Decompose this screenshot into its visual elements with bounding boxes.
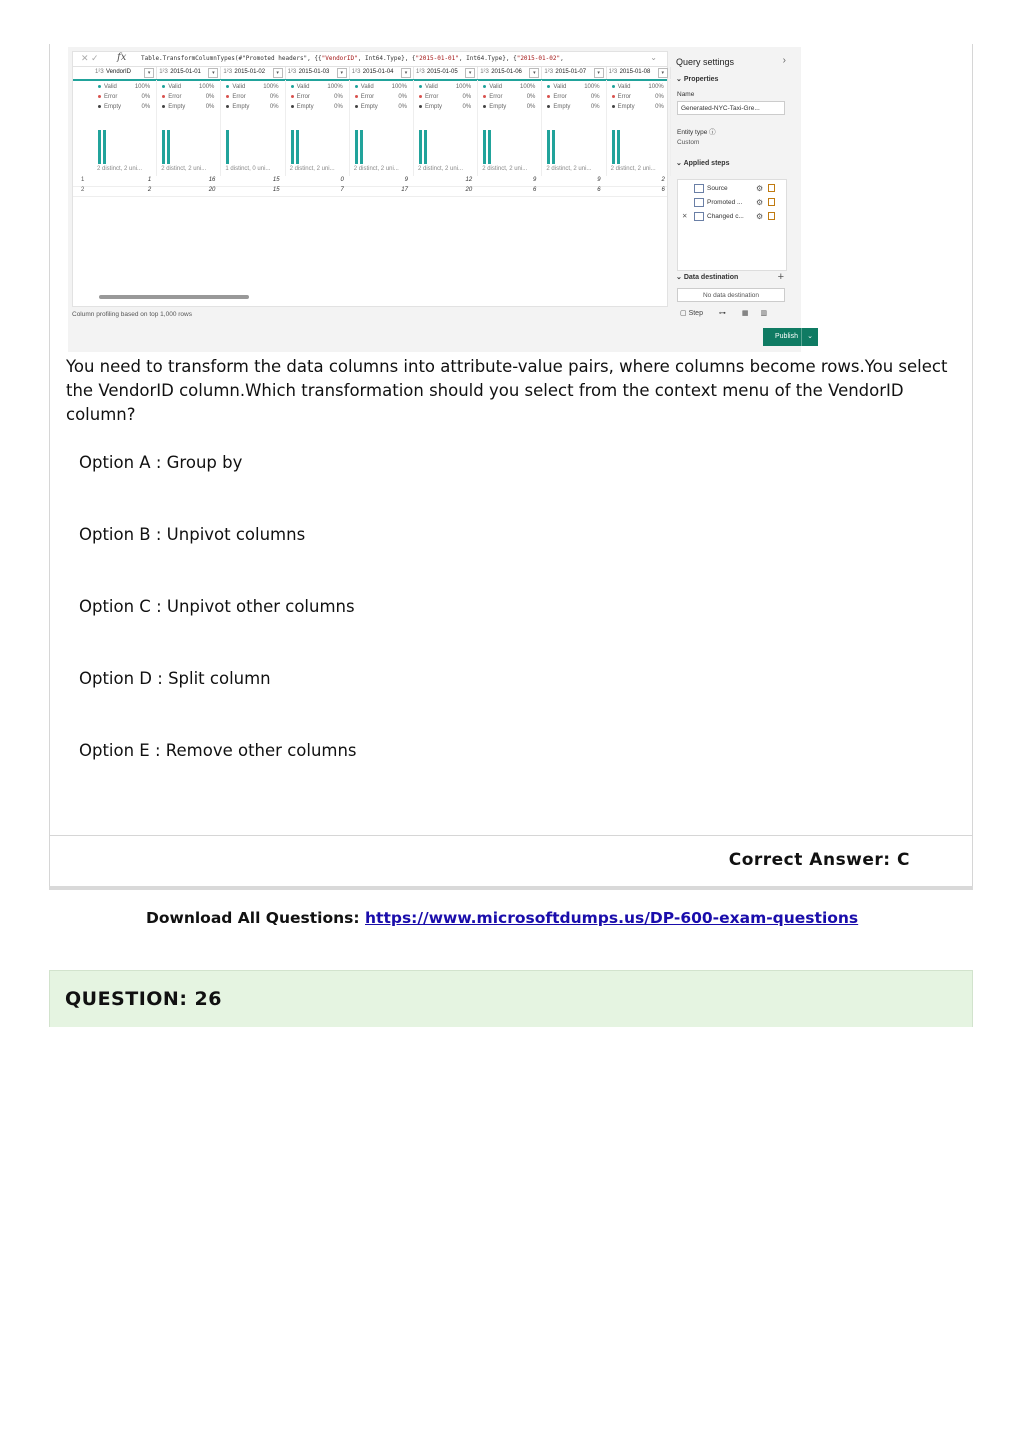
distribution-bar (483, 130, 486, 164)
column-name: VendorID (106, 69, 132, 75)
profile-value: 100% (520, 84, 536, 90)
profile-value: 100% (134, 84, 151, 90)
table-cell[interactable]: 0 (340, 177, 344, 183)
warning-icon (768, 198, 775, 206)
dropdown-icon[interactable]: ▾ (273, 68, 283, 78)
table-cell[interactable]: 2 (147, 187, 152, 193)
profile-label: Error (547, 94, 566, 100)
distribution-bar (103, 130, 106, 164)
profile-label: Empty (98, 104, 121, 110)
applied-steps-list (677, 179, 787, 271)
table-cell[interactable]: 7 (340, 187, 344, 193)
column-profile (542, 80, 606, 176)
chevron-down-icon[interactable]: ⌄ (801, 328, 818, 346)
gear-icon[interactable]: ⚙ (756, 184, 764, 193)
download-label: Download All Questions: (146, 909, 360, 927)
column-header[interactable] (607, 67, 671, 79)
column-profile (221, 80, 285, 176)
gear-icon[interactable]: ⚙ (756, 198, 764, 207)
distinct-count: 2 distinct, 2 uni... (610, 166, 656, 172)
column-header[interactable] (542, 67, 606, 79)
column-header[interactable] (478, 67, 542, 79)
type-icon[interactable]: 1²3 (608, 69, 618, 75)
data-grid-pane (72, 51, 668, 307)
distinct-count: 2 distinct, 2 uni... (482, 166, 528, 172)
profile-value: 0% (398, 104, 407, 110)
table-cell[interactable]: 9 (404, 177, 408, 183)
column-profile (478, 80, 542, 176)
column-name: 2015-01-07 (555, 69, 587, 75)
profile-value: 100% (327, 84, 343, 90)
profile-label: Valid (547, 84, 566, 90)
option-b: Option B : Unpivot columns (79, 525, 306, 544)
profile-label: Error (483, 94, 502, 100)
profile-value: 0% (462, 104, 472, 110)
question-card (49, 44, 973, 889)
distribution-bar (424, 130, 427, 164)
step-changed[interactable]: ✕ Changed c... ⚙ (694, 212, 744, 221)
distinct-count: 2 distinct, 2 uni... (546, 166, 592, 172)
dropdown-icon[interactable]: ▾ (465, 68, 475, 78)
dropdown-icon[interactable]: ▾ (337, 68, 347, 78)
profile-value: 0% (526, 104, 536, 110)
distinct-count: 2 distinct, 2 uni... (353, 166, 399, 172)
table-cell[interactable]: 15 (272, 187, 280, 193)
distinct-count: 2 distinct, 2 uni... (289, 166, 335, 172)
no-destination-box[interactable]: No data destination (677, 288, 785, 302)
distribution-bar (552, 130, 555, 164)
column-name: 2015-01-06 (491, 69, 522, 75)
profile-value: 0% (334, 94, 343, 100)
column-header[interactable] (414, 67, 478, 79)
diagram-view-icon[interactable]: ⊶ (718, 310, 726, 317)
chevron-down-icon: ⌄ (650, 53, 657, 62)
profile-label: Empty (612, 104, 635, 110)
column-header[interactable] (221, 67, 285, 79)
query-settings-pane (672, 51, 794, 305)
profile-label: Valid (226, 84, 245, 90)
formula-bar (73, 52, 667, 67)
dropdown-icon[interactable]: ▾ (144, 68, 154, 78)
distribution-bar (612, 130, 615, 164)
fx-icon: fx (117, 52, 127, 63)
table-cell[interactable]: 9 (597, 177, 601, 183)
column-header[interactable] (286, 67, 350, 79)
type-icon[interactable]: 1²3 (544, 69, 554, 75)
table-cell[interactable]: 2 (661, 177, 665, 183)
add-icon[interactable]: + (777, 271, 784, 283)
profile-label: Error (355, 94, 374, 100)
table-cell[interactable]: 6 (661, 187, 665, 193)
column-name: 2015-01-05 (427, 69, 458, 75)
type-icon[interactable]: 1²3 (416, 69, 425, 75)
option-e: Option E : Remove other columns (79, 741, 357, 760)
profile-label: Empty (355, 104, 378, 110)
card-shadow (49, 886, 973, 890)
answer-divider (50, 835, 972, 836)
profile-label: Empty (483, 104, 506, 110)
profile-label: Error (226, 94, 245, 100)
profile-value: 100% (584, 84, 600, 90)
power-query-screenshot (68, 47, 813, 352)
correct-answer: Correct Answer: C (728, 850, 910, 870)
column-header[interactable] (93, 67, 157, 79)
profile-label: Valid (355, 84, 374, 90)
distribution-bar (488, 130, 491, 164)
profile-label: Empty (547, 104, 570, 110)
profile-value: 0% (590, 104, 600, 110)
profile-label: Error (98, 94, 117, 100)
column-profile (93, 80, 157, 176)
schema-view-icon[interactable]: ▥ (760, 310, 768, 317)
profile-value: 0% (398, 94, 407, 100)
next-question-header (49, 970, 973, 1027)
profile-value: 100% (199, 84, 215, 90)
column-profile (414, 80, 478, 176)
data-destination-heading: ⌄ Data destination (676, 274, 739, 281)
column-profile (157, 80, 221, 176)
profile-label: Valid (162, 84, 181, 90)
distinct-count: 2 distinct, 2 uni... (418, 166, 464, 172)
column-name: 2015-01-02 (234, 69, 266, 75)
step-source[interactable]: Source ⚙ (694, 184, 728, 193)
table-row[interactable] (73, 186, 667, 197)
profile-label: Valid (483, 84, 502, 90)
source-icon (694, 184, 704, 193)
distinct-count: 2 distinct, 2 uni... (161, 166, 207, 172)
delete-step-icon[interactable]: ✕ (682, 213, 688, 220)
dropdown-icon[interactable]: ▾ (658, 68, 668, 78)
distribution-bar (360, 130, 363, 164)
question-number: QUESTION: 26 (65, 988, 222, 1010)
applied-steps-heading: ⌄ Applied steps (676, 160, 730, 167)
option-c: Option C : Unpivot other columns (79, 597, 355, 616)
table-view-icon[interactable]: ▦ (741, 310, 749, 317)
column-profile (607, 80, 671, 176)
dropdown-icon[interactable]: ▾ (401, 68, 411, 78)
column-header[interactable] (350, 67, 414, 79)
name-label: Name (677, 91, 695, 98)
distribution-bar (162, 130, 165, 164)
dropdown-icon[interactable]: ▾ (529, 68, 539, 78)
chevron-right-icon[interactable]: › (782, 55, 786, 66)
profile-label: Empty (291, 104, 314, 110)
profile-label: Error (419, 94, 438, 100)
column-name: 2015-01-04 (362, 69, 394, 75)
distribution-bar (291, 130, 294, 164)
column-header[interactable] (157, 67, 221, 79)
distribution-bar (98, 130, 101, 164)
profile-value: 0% (141, 94, 151, 100)
column-name: 2015-01-08 (619, 69, 651, 75)
query-settings-title: Query settings (676, 57, 735, 67)
warning-icon (768, 212, 775, 220)
table-cell[interactable]: 17 (401, 187, 408, 193)
table-cell[interactable]: 1 (147, 177, 152, 183)
table-cell[interactable]: 9 (533, 177, 537, 183)
distinct-count: 2 distinct, 2 uni... (97, 166, 143, 172)
profile-value: 0% (590, 94, 600, 100)
profile-label: Valid (98, 84, 117, 90)
column-headers (73, 67, 667, 81)
type-icon[interactable]: 1²3 (159, 69, 168, 75)
name-field[interactable]: Generated-NYC-Taxi-Gre... (677, 101, 785, 115)
dropdown-icon[interactable]: ▾ (594, 68, 604, 78)
distribution-bar (355, 130, 358, 164)
profile-label: Valid (291, 84, 310, 90)
table-cell[interactable]: 12 (465, 177, 473, 183)
profile-value: 100% (648, 84, 664, 90)
step-button[interactable]: ▢ Step (680, 310, 703, 317)
table-cell[interactable]: 20 (465, 187, 473, 193)
table-cell[interactable]: 6 (533, 187, 537, 193)
profiling-footer: Column profiling based on top 1,000 rows (72, 311, 192, 318)
profile-value: 0% (655, 104, 664, 110)
type-icon[interactable]: 1²3 (95, 69, 104, 75)
properties-heading: ⌄ Properties (676, 76, 719, 83)
distribution-bar (419, 130, 422, 164)
profile-label: Empty (162, 104, 185, 110)
distribution-bar (547, 130, 550, 164)
type-icon[interactable]: 1²3 (287, 69, 297, 75)
table-cell[interactable]: 16 (208, 177, 216, 183)
type-icon[interactable]: 1²3 (223, 69, 233, 75)
table-cell[interactable]: 15 (272, 177, 280, 183)
profile-label: Valid (419, 84, 438, 90)
distribution-bar (296, 130, 299, 164)
row-number: 2 (81, 187, 85, 193)
profile-value: 0% (205, 104, 215, 110)
publish-button[interactable]: Publish ⌄ (763, 328, 818, 346)
download-line (146, 909, 858, 927)
profile-value: 0% (462, 94, 472, 100)
profile-value: 0% (655, 94, 664, 100)
profile-label: Empty (419, 104, 442, 110)
column-profile (286, 80, 350, 176)
profile-label: Error (291, 94, 310, 100)
distinct-count: 1 distinct, 0 uni... (225, 166, 271, 172)
entity-type-label: Entity type ⓘ (677, 129, 716, 136)
profile-label: Valid (612, 84, 631, 90)
type-icon[interactable]: 1²3 (351, 69, 361, 75)
entity-type-value: Custom (677, 139, 700, 146)
option-a: Option A : Group by (79, 453, 243, 472)
table-icon (694, 198, 704, 207)
profile-value: 100% (455, 84, 472, 90)
profile-label: Error (612, 94, 631, 100)
profile-value: 0% (269, 104, 279, 110)
question-text: You need to transform the data columns into attribute-value pairs, where columns become rows.You select the VendorID column.Which transformation should you select from the context menu of the VendorID column? (66, 357, 948, 424)
distribution-bar (226, 130, 229, 164)
table-cell[interactable]: 6 (597, 187, 601, 193)
bottom-toolbar (680, 309, 767, 317)
cancel-confirm-icons: ✕ ✓ (81, 53, 99, 63)
gear-icon[interactable]: ⚙ (756, 212, 764, 221)
row-number: 1 (81, 177, 85, 183)
profile-label: Empty (226, 104, 249, 110)
profile-value: 0% (526, 94, 536, 100)
formula-text: Table.TransformColumnTypes(#"Promoted headers", {{"VendorID", Int64.Type}, {"2015-01-01", Int64.Type}, {"2015-01-02", (141, 55, 564, 62)
profile-value: 0% (205, 94, 215, 100)
profile-value: 100% (391, 84, 407, 90)
type-icon (694, 212, 704, 221)
column-profile (350, 80, 414, 176)
column-name: 2015-01-03 (298, 69, 330, 75)
option-d: Option D : Split column (79, 669, 271, 688)
profile-value: 0% (141, 104, 151, 110)
column-name: 2015-01-01 (170, 69, 201, 75)
type-icon[interactable]: 1²3 (480, 69, 489, 75)
profile-value: 0% (269, 94, 279, 100)
distribution-bar (167, 130, 170, 164)
profile-label: Error (162, 94, 181, 100)
table-cell[interactable]: 20 (208, 187, 216, 193)
profile-value: 100% (263, 84, 279, 90)
download-link[interactable]: https://www.microsoftdumps.us/DP-600-exam-questions (365, 909, 859, 927)
step-promoted[interactable]: Promoted ... ⚙ (694, 198, 742, 207)
horizontal-scrollbar[interactable] (99, 295, 249, 299)
dropdown-icon[interactable]: ▾ (208, 68, 218, 78)
profile-value: 0% (334, 104, 343, 110)
warning-icon (768, 184, 775, 192)
distribution-bar (617, 130, 620, 164)
